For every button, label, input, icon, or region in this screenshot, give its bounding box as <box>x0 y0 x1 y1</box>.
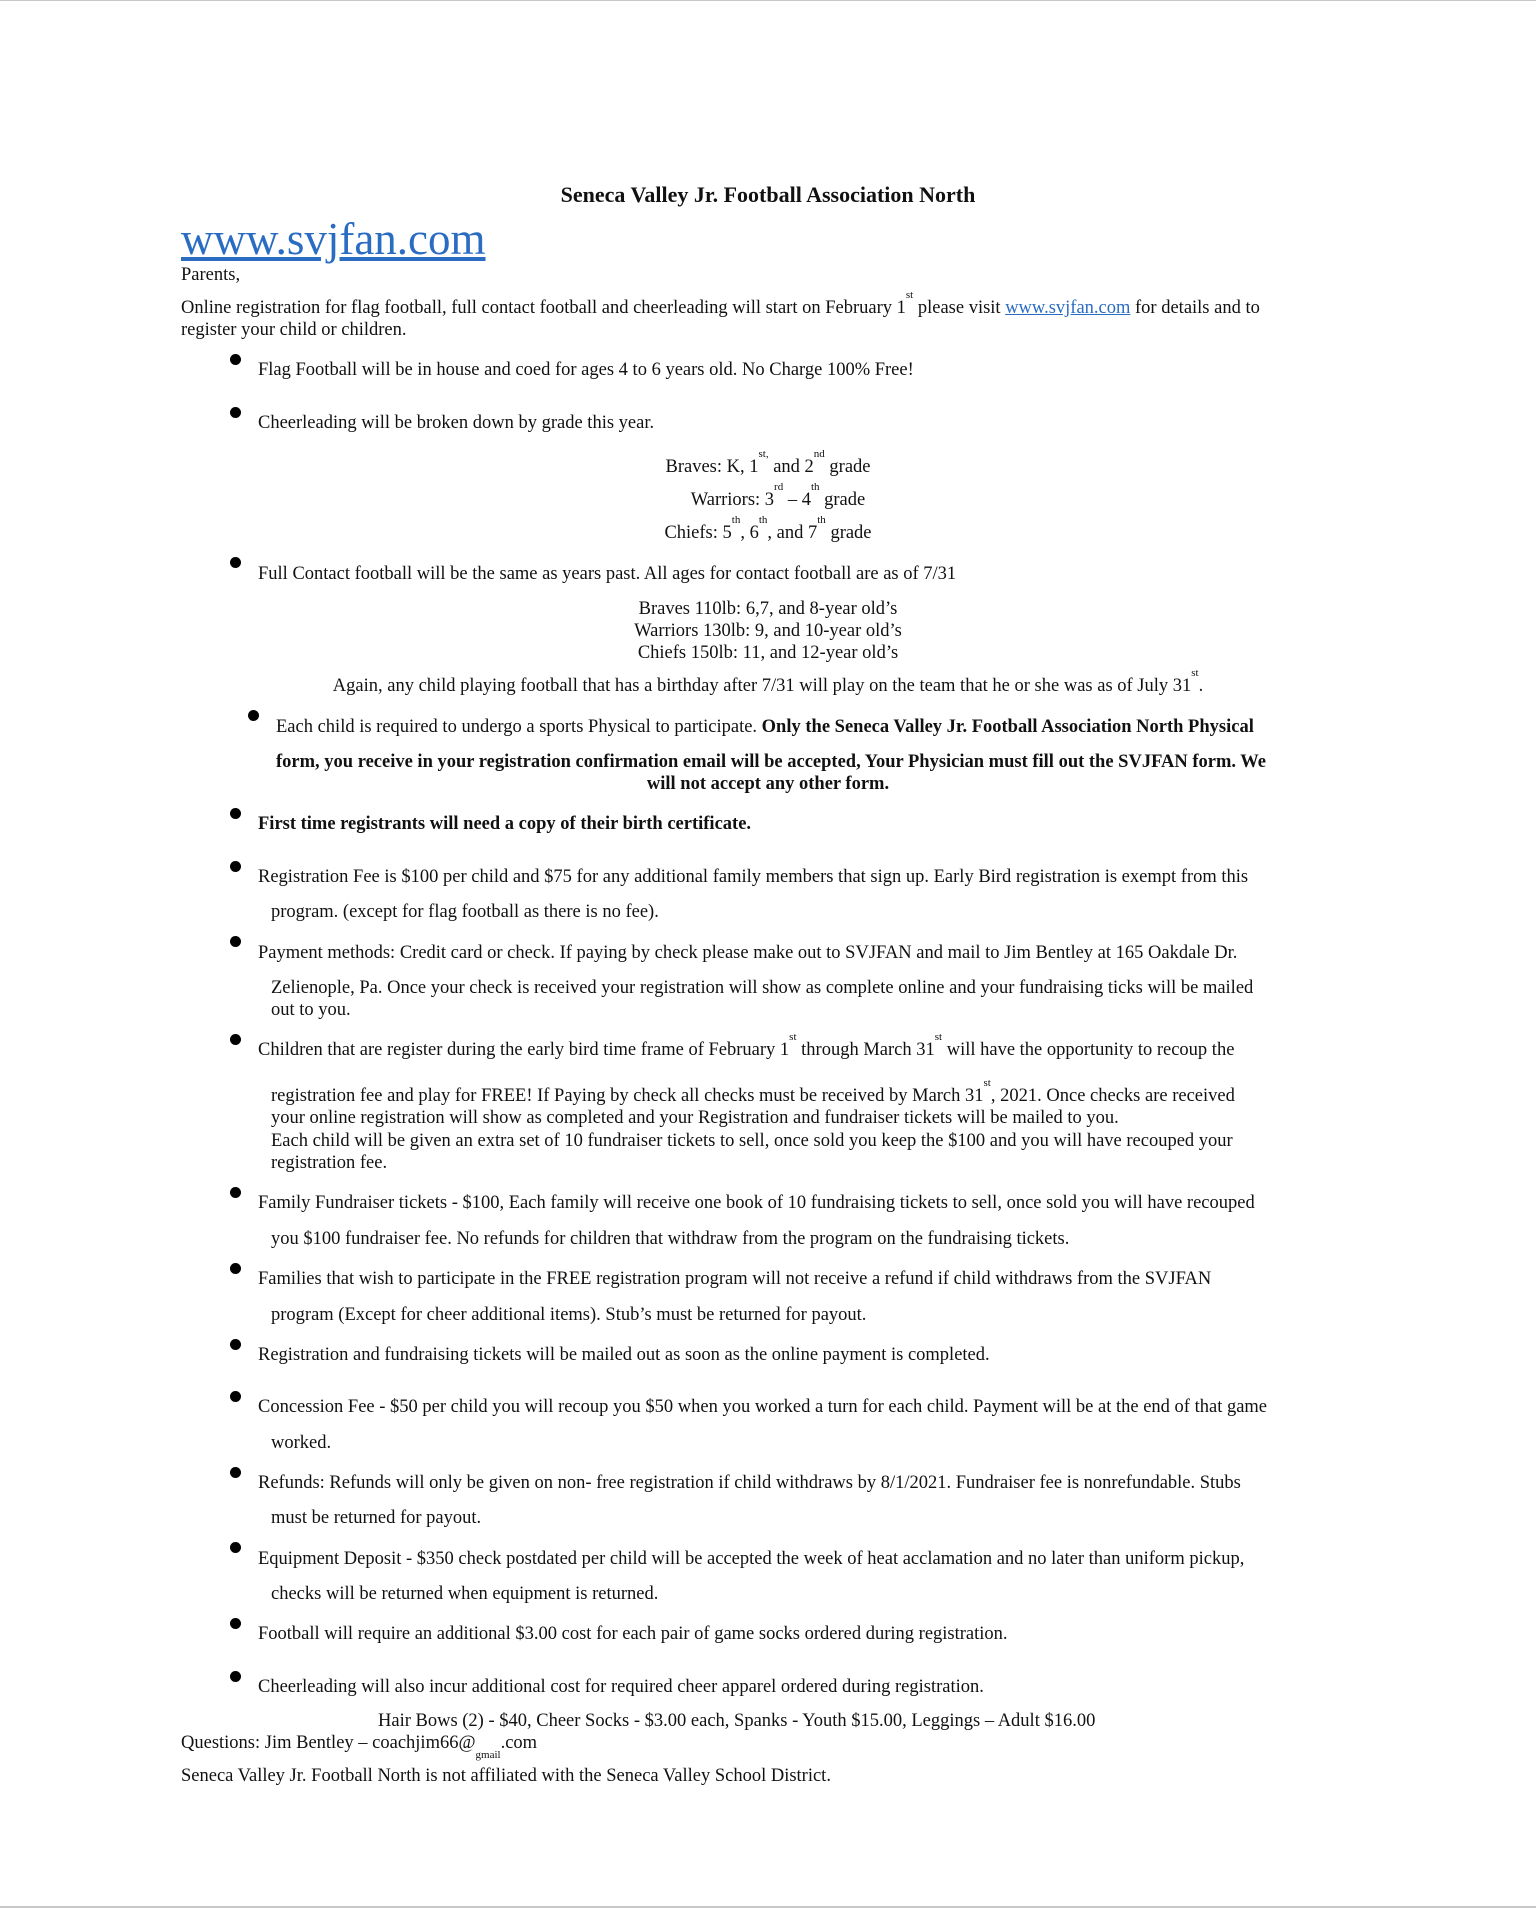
bullet-icon <box>230 1618 241 1629</box>
contact-again <box>0 667 1536 697</box>
concession-line-1: Concession Fee - $50 per child you will recoup you $50 when you worked a turn for each child. Payment will be at the end of that game <box>258 1397 1268 1417</box>
questions-sub: gmail <box>475 1749 501 1761</box>
questions-text: Questions: Jim Bentley – coachjim66@ <box>181 1733 476 1753</box>
cheer-warriors-b: – 4 <box>783 490 811 510</box>
flag-football-text: Flag Football will be in house and coed for ages 4 to 6 years old. No Charge 100% Free! <box>258 360 914 380</box>
bullet-icon <box>230 1263 241 1274</box>
early-line-2 <box>271 1077 1235 1107</box>
bullet-icon <box>230 1187 241 1198</box>
site-link[interactable]: www.svjfan.com <box>181 214 486 264</box>
cheer-warriors-c: grade <box>819 490 866 510</box>
equipment-line-1: Equipment Deposit - $350 check postdated per child will be accepted the week of heat acclamation and no later than uniform pickup, <box>258 1549 1245 1569</box>
early-line-3: your online registration will show as completed and your Registration and fundraiser tickets will be mailed to you. <box>271 1108 1119 1128</box>
intro-link[interactable]: www.svjfan.com <box>1005 298 1131 318</box>
cheer-text: Cheerleading will be broken down by grade this year. <box>258 413 655 433</box>
cheer-braves <box>0 448 1536 478</box>
intro-text-3: for details and to <box>1130 298 1260 318</box>
cheer-chiefs <box>0 514 1536 544</box>
payment-line-1: Payment methods: Credit card or check. If paying by check please make out to SVJFAN and mail to Jim Bentley at 165 Oakdale Dr. <box>258 943 1238 963</box>
early-l2sup: st <box>983 1077 991 1089</box>
bullet-icon <box>230 1034 241 1045</box>
bullet-icon <box>248 710 259 721</box>
questions-line <box>181 1732 538 1761</box>
payment-line-3: out to you. <box>271 1000 351 1020</box>
cheer-chiefs-sup1: th <box>731 514 741 526</box>
apparel-items: Hair Bows (2) - $40, Cheer Socks - $3.00 each, Spanks - Youth $15.00, Leggings – Adult $16.00 <box>378 1711 1096 1731</box>
early-c: will have the opportunity to recoup the <box>942 1040 1235 1060</box>
cheer-warriors-sup2: th <box>810 481 820 493</box>
bullet-icon <box>230 407 241 418</box>
early-sup1: st <box>789 1031 797 1043</box>
family-line-1: Family Fundraiser tickets - $100, Each family will receive one book of 10 fundraising tickets to sell, once sold you will have recouped <box>258 1193 1255 1213</box>
early-a: Children that are register during the early bird time frame of February 1 <box>258 1040 790 1060</box>
cheer-warriors <box>10 481 1536 511</box>
intro-sup: st <box>905 289 914 301</box>
contact-text: Full Contact football will be the same as years past. All ages for contact football are as of 7/31 <box>258 564 957 584</box>
refunds-line-1: Refunds: Refunds will only be given on non- free registration if child withdraws by 8/1/2021. Fundraiser fee is nonrefundable. Stubs <box>258 1473 1241 1493</box>
apparel-text: Cheerleading will also incur additional cost for required cheer apparel ordered during registration. <box>258 1677 984 1697</box>
cheer-warriors-a: Warriors: 3 <box>690 490 775 510</box>
payment-line-2: Zelienople, Pa. Once your check is received your registration will show as complete online and your fundraising ticks will be mailed <box>271 978 1254 998</box>
families-free-line-2: program (Except for cheer additional items). Stub’s must be returned for payout. <box>271 1305 867 1325</box>
cheer-braves-a: Braves: K, 1 <box>665 457 759 477</box>
physical-normal: Each child is required to undergo a sports Physical to participate. <box>276 717 762 737</box>
bullet-icon <box>230 1391 241 1402</box>
fee-line-2: program. (except for flag football as there is no fee). <box>271 902 659 922</box>
physical-line-1 <box>276 716 1254 738</box>
bullet-icon <box>230 936 241 947</box>
equipment-line-2: checks will be returned when equipment is returned. <box>271 1584 659 1604</box>
contact-again-end: . <box>1198 676 1204 696</box>
cheer-chiefs-b: , 6 <box>740 523 759 543</box>
team-braves: Braves 110lb: 6,7, and 8-year old’s <box>638 599 898 619</box>
cheer-warriors-sup1: rd <box>774 481 784 493</box>
socks-text: Football will require an additional $3.00 cost for each pair of game socks ordered during registration. <box>258 1624 1008 1644</box>
document-title: Seneca Valley Jr. Football Association North <box>560 182 976 207</box>
bullet-icon <box>230 861 241 872</box>
cheer-chiefs-d: grade <box>825 523 872 543</box>
physical-line-3: will not accept any other form. <box>646 774 890 794</box>
families-free-line-1: Families that wish to participate in the FREE registration program will not receive a refund if child withdraws from the SVJFAN <box>258 1269 1212 1289</box>
bullet-icon <box>230 557 241 568</box>
cheer-braves-sup1: st, <box>758 448 769 460</box>
early-sup2: st <box>934 1031 943 1043</box>
physical-bold-1: Only the Seneca Valley Jr. Football Association North Physical <box>761 717 1254 737</box>
disclaimer: Seneca Valley Jr. Football North is not affiliated with the Seneca Valley School District. <box>181 1766 831 1786</box>
bullet-icon <box>230 1467 241 1478</box>
intro-line-2: register your child or children. <box>181 320 407 340</box>
questions-end: .com <box>500 1733 538 1753</box>
contact-again-sup: st <box>1191 667 1199 679</box>
cheer-chiefs-sup2: th <box>758 514 768 526</box>
cheer-chiefs-sup3: th <box>817 514 826 526</box>
team-warriors: Warriors 130lb: 9, and 10-year old’s <box>634 621 902 641</box>
bullet-icon <box>230 1339 241 1350</box>
bullet-icon <box>230 808 241 819</box>
fee-line-1: Registration Fee is $100 per child and $75 for any additional family members that sign up. Early Bird registration is exempt from this <box>258 867 1249 887</box>
early-b: through March 31 <box>796 1040 935 1060</box>
intro-text-1: Online registration for flag football, full contact football and cheerleading will start on February 1 <box>181 298 906 318</box>
cheer-chiefs-a: Chiefs: 5 <box>664 523 732 543</box>
intro-line-1 <box>181 289 1260 319</box>
contact-again-text: Again, any child playing football that has a birthday after 7/31 will play on the team that he or she was as of July 31 <box>332 676 1192 696</box>
bullet-icon <box>230 1542 241 1553</box>
cheer-braves-b: and 2 <box>768 457 814 477</box>
early-l2a: registration fee and play for FREE! If Paying by check all checks must be received by March 31 <box>271 1086 984 1106</box>
early-line-1 <box>258 1031 1235 1061</box>
family-line-2: you $100 fundraiser fee. No refunds for children that withdraw from the program on the fundraising tickets. <box>271 1229 1070 1249</box>
cheer-braves-c: grade <box>824 457 871 477</box>
cheer-braves-sup2: nd <box>813 448 825 460</box>
bullet-icon <box>230 354 241 365</box>
physical-line-2: form, you receive in your registration confirmation email will be accepted, Your Physician must fill out the SVJFAN form. We <box>276 752 1266 772</box>
team-chiefs: Chiefs 150lb: 11, and 12-year old’s <box>637 643 899 663</box>
mailed-text: Registration and fundraising tickets will be mailed out as soon as the online payment is completed. <box>258 1345 990 1365</box>
bullet-icon <box>230 1671 241 1682</box>
early-line-4: Each child will be given an extra set of 10 fundraiser tickets to sell, once sold you keep the $100 and you will have recouped your <box>271 1131 1233 1151</box>
greeting: Parents, <box>181 265 241 285</box>
birth-certificate-text: First time registrants will need a copy of their birth certificate. <box>258 814 752 834</box>
refunds-line-2: must be returned for payout. <box>271 1508 482 1528</box>
early-l2b: , 2021. Once checks are received <box>990 1086 1235 1106</box>
intro-text-2: please visit <box>913 298 1006 318</box>
early-line-5: registration fee. <box>271 1153 388 1173</box>
concession-line-2: worked. <box>271 1433 332 1453</box>
cheer-chiefs-c: , and 7 <box>767 523 818 543</box>
